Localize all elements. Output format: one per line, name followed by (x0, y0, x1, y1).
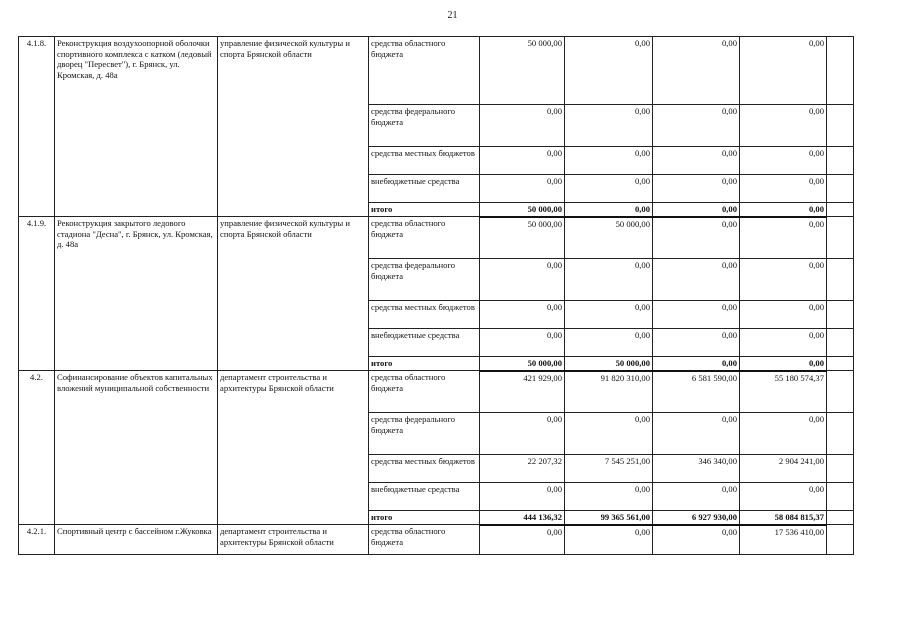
item-code: 4.1.9. (19, 217, 55, 371)
empty-cell (827, 455, 854, 483)
item-name: Реконструкция закрытого ледового стадиона "Десна", г. Брянск, ул. Кромская, д. 48а (55, 217, 218, 371)
item-code: 4.1.8. (19, 37, 55, 217)
amount-cell: 0,00 (653, 203, 740, 217)
amount-cell: 0,00 (480, 147, 565, 175)
empty-cell (827, 37, 854, 105)
amount-cell: 99 365 561,00 (565, 511, 653, 525)
amount-cell: 346 340,00 (653, 455, 740, 483)
page-number: 21 (447, 10, 458, 21)
table-row (19, 525, 854, 555)
amount-cell: 2 904 241,00 (740, 455, 827, 483)
amount-cell: 0,00 (480, 301, 565, 329)
amount-cell: 55 180 574,37 (740, 371, 827, 413)
amount-cell: 0,00 (565, 175, 653, 203)
item-executor: департамент строительства и архитектуры Брянской области (218, 371, 369, 525)
amount-cell: 0,00 (653, 301, 740, 329)
item-code: 4.2.1. (19, 525, 55, 555)
empty-cell (827, 413, 854, 455)
empty-cell (827, 371, 854, 413)
funding-source: средства областного бюджета (369, 371, 480, 413)
amount-cell: 50 000,00 (565, 217, 653, 259)
amount-cell: 0,00 (480, 413, 565, 455)
amount-cell: 0,00 (565, 329, 653, 357)
amount-cell: 0,00 (565, 301, 653, 329)
amount-cell: 6 581 590,00 (653, 371, 740, 413)
amount-cell: 0,00 (565, 525, 653, 555)
amount-cell: 0,00 (740, 147, 827, 175)
amount-cell: 0,00 (565, 147, 653, 175)
amount-cell: 0,00 (740, 105, 827, 147)
empty-cell (827, 175, 854, 203)
empty-cell (827, 301, 854, 329)
amount-cell: 0,00 (653, 175, 740, 203)
funding-source: средства местных бюджетов (369, 455, 480, 483)
funding-source: внебюджетные средства (369, 175, 480, 203)
amount-cell: 0,00 (653, 37, 740, 105)
amount-cell: 444 136,32 (480, 511, 565, 525)
item-executor: управление физической культуры и спорта Брянской области (218, 37, 369, 217)
amount-cell: 6 927 930,00 (653, 511, 740, 525)
empty-cell (827, 203, 854, 217)
table-row (19, 217, 854, 259)
amount-cell: 0,00 (740, 483, 827, 511)
empty-cell (827, 259, 854, 301)
amount-cell: 0,00 (480, 175, 565, 203)
amount-cell: 0,00 (565, 37, 653, 105)
funding-source: средства федерального бюджета (369, 105, 480, 147)
funding-source: средства местных бюджетов (369, 147, 480, 175)
amount-cell: 0,00 (740, 413, 827, 455)
amount-cell: 0,00 (653, 357, 740, 371)
funding-source: средства областного бюджета (369, 37, 480, 105)
amount-cell: 0,00 (653, 147, 740, 175)
empty-cell (827, 511, 854, 525)
funding-source: средства федерального бюджета (369, 259, 480, 301)
amount-cell: 0,00 (565, 483, 653, 511)
amount-cell: 0,00 (740, 329, 827, 357)
item-code: 4.2. (19, 371, 55, 525)
funding-source: итого (369, 203, 480, 217)
amount-cell: 50 000,00 (480, 37, 565, 105)
table-row (19, 37, 854, 105)
amount-cell: 0,00 (565, 203, 653, 217)
budget-table (18, 36, 854, 555)
funding-source: средства областного бюджета (369, 525, 480, 555)
funding-source: средства местных бюджетов (369, 301, 480, 329)
funding-source: итого (369, 357, 480, 371)
amount-cell: 0,00 (653, 217, 740, 259)
funding-source: итого (369, 511, 480, 525)
empty-cell (827, 105, 854, 147)
amount-cell: 421 929,00 (480, 371, 565, 413)
funding-source: внебюджетные средства (369, 329, 480, 357)
empty-cell (827, 147, 854, 175)
amount-cell: 0,00 (740, 301, 827, 329)
amount-cell: 0,00 (653, 105, 740, 147)
amount-cell: 0,00 (653, 525, 740, 555)
funding-source: внебюджетные средства (369, 483, 480, 511)
amount-cell: 0,00 (740, 259, 827, 301)
empty-cell (827, 525, 854, 555)
amount-cell: 0,00 (653, 329, 740, 357)
amount-cell: 0,00 (480, 483, 565, 511)
amount-cell: 0,00 (565, 413, 653, 455)
empty-cell (827, 357, 854, 371)
amount-cell: 0,00 (565, 105, 653, 147)
amount-cell: 0,00 (653, 413, 740, 455)
amount-cell: 58 084 815,37 (740, 511, 827, 525)
item-name: Реконструкция воздухоопорной оболочки спортивного комплекса с катком (ледовый дворец "Пересвет"), г. Брянск, ул. Кромская, д. 48а (55, 37, 218, 217)
empty-cell (827, 483, 854, 511)
amount-cell: 0,00 (653, 483, 740, 511)
amount-cell: 50 000,00 (480, 203, 565, 217)
amount-cell: 0,00 (740, 175, 827, 203)
empty-cell (827, 217, 854, 259)
amount-cell: 0,00 (565, 259, 653, 301)
amount-cell: 0,00 (740, 357, 827, 371)
table-row (19, 371, 854, 413)
item-name: Софинансирование объектов капитальных вложений муниципальной собственности (55, 371, 218, 525)
amount-cell: 0,00 (480, 329, 565, 357)
amount-cell: 50 000,00 (480, 357, 565, 371)
amount-cell: 50 000,00 (480, 217, 565, 259)
item-name: Спортивный центр с бассейном г.Жуковка (55, 525, 218, 555)
item-executor: департамент строительства и архитектуры Брянской области (218, 525, 369, 555)
amount-cell: 7 545 251,00 (565, 455, 653, 483)
item-executor: управление физической культуры и спорта Брянской области (218, 217, 369, 371)
amount-cell: 0,00 (740, 217, 827, 259)
funding-source: средства федерального бюджета (369, 413, 480, 455)
amount-cell: 91 820 310,00 (565, 371, 653, 413)
amount-cell: 0,00 (653, 259, 740, 301)
amount-cell: 22 207,32 (480, 455, 565, 483)
amount-cell: 0,00 (480, 259, 565, 301)
amount-cell: 0,00 (480, 525, 565, 555)
amount-cell: 17 536 410,00 (740, 525, 827, 555)
amount-cell: 50 000,00 (565, 357, 653, 371)
amount-cell: 0,00 (740, 37, 827, 105)
amount-cell: 0,00 (480, 105, 565, 147)
amount-cell: 0,00 (740, 203, 827, 217)
empty-cell (827, 329, 854, 357)
funding-source: средства областного бюджета (369, 217, 480, 259)
